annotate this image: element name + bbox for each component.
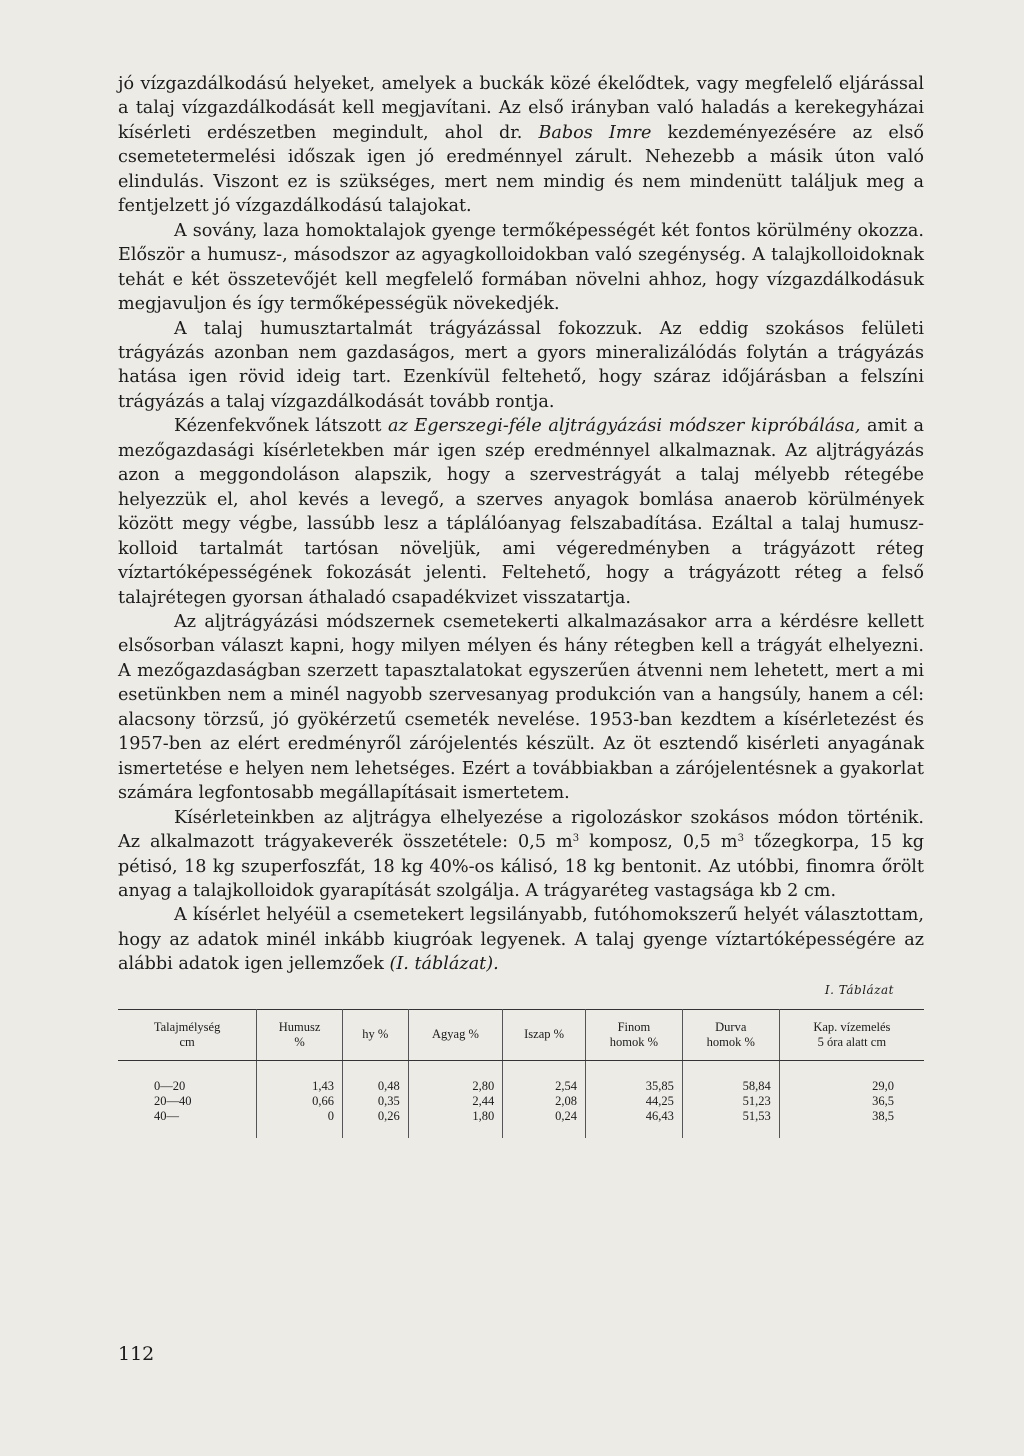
header-line: % xyxy=(294,1034,305,1049)
header-line: Humusz xyxy=(278,1019,321,1034)
document-page xyxy=(118,72,924,1138)
table-cell: 40— xyxy=(118,1109,257,1124)
paragraph: A kísérlet helyéül a csemetekert legsilányabb, futóhomokszerű helyét választottam, hogy az adatok minél inkább kiugróak legyenek. A talaj gyenge víztartóképességére az alábbi adatok igen jellemzőek (I. táblázat). xyxy=(118,905,924,975)
paragraph: jó vízgazdálkodású helyeket, amelyek a buckák közé ékelődtek, vagy megfelelő eljárással a talaj vízgazdálkodását kell megjavítani. Az első irányban való haladás a kerekegyházai kísérleti erdészetben megindult, ahol dr. Babos Imre kezdeményezésére az első csemetetermelési időszak igen jó eredménnyel zárult. Nehezebb a másik úton való elindulás. Viszont ez is szükséges, mert nem mindig és nem mindenütt találjuk meg a fentjelzett jó vízgazdálkodású talajokat. xyxy=(118,74,924,217)
table-cell: 1,80 xyxy=(408,1109,503,1124)
header-line: Talajmélység xyxy=(153,1019,221,1034)
paragraph: Kézenfekvőnek látszott az Egerszegi-féle aljtrágyázási módszer kipróbálása, amit a mezőgazdasági kísérletekben már igen szép eredménnyel alkalmaznak. Az aljtrágyázás azon a meggondoláson alapszik, hogy a szervestrágyát a talaj mélyebb rétegébe helyezzük el, ahol kevés a levegő, a szerves anyagok bomlása anaerob körülmények között megy végbe, lassúbb lesz a táplálóanyag felszabadítása. Ezáltal a talaj humuszkolloid tartalmát tartósan növeljük, ami végeredményben a trágyázott réteg víztartóképességének fokozását jelenti. Feltehető, hogy a trágyázott réteg a felső talajrétegen gyorsan áthaladó csapadékvizet visszatartja. xyxy=(118,416,925,608)
table-spacer-cell xyxy=(585,1060,682,1079)
table-cell: 2,08 xyxy=(503,1094,586,1109)
table-cell: 2,80 xyxy=(408,1079,503,1094)
table-cell: 0—20 xyxy=(118,1079,257,1094)
table-spacer-cell xyxy=(342,1124,408,1138)
table-cell: 46,43 xyxy=(585,1109,682,1124)
table-cell: 0,24 xyxy=(503,1109,586,1124)
table-row xyxy=(118,1079,924,1094)
table-spacer-cell xyxy=(682,1124,779,1138)
table-cell: 0,48 xyxy=(342,1079,408,1094)
table-cell: 58,84 xyxy=(682,1079,779,1094)
table-spacer-cell xyxy=(257,1124,343,1138)
table-spacer-cell xyxy=(342,1060,408,1079)
table-row xyxy=(118,1109,924,1124)
table-cell: 38,5 xyxy=(872,1108,894,1123)
table-cell: 0,26 xyxy=(342,1109,408,1124)
table-cell: 0 xyxy=(257,1109,343,1124)
table-cell: 20—40 xyxy=(118,1094,257,1109)
paragraph: A talaj humusztartalmát trágyázással fokozzuk. Az eddig szokásos felületi trágyázás azonban nem gazdaságos, mert a gyors mineralizálódás folytán a trágyázás hatása igen rövid ideig tart. Ezenkívül feltehető, hogy száraz időjárásban a felszíni trágyázás a talaj vízgazdálkodását tovább rontja. xyxy=(118,318,924,412)
table-cell: 0,66 xyxy=(257,1094,343,1109)
table-body xyxy=(118,1060,924,1138)
table-header-cell xyxy=(503,1009,586,1060)
table-spacer-cell xyxy=(408,1124,503,1138)
table-spacer-cell xyxy=(118,1124,257,1138)
header-line: Kap. vízemelés xyxy=(813,1019,891,1034)
table-spacer-cell xyxy=(682,1060,779,1079)
header-line: Iszap % xyxy=(524,1027,565,1042)
table-spacer-cell xyxy=(779,1060,924,1079)
header-line: Agyag % xyxy=(432,1027,479,1042)
table-header-cell xyxy=(779,1009,924,1060)
header-line: homok % xyxy=(706,1034,755,1049)
table-header-cell xyxy=(342,1009,408,1060)
table-header-row xyxy=(118,1009,924,1060)
table-cell: 51,23 xyxy=(682,1094,779,1109)
table-spacer-row xyxy=(118,1124,924,1138)
table-caption: I. Táblázat xyxy=(824,982,894,997)
table-cell: 51,53 xyxy=(682,1109,779,1124)
page-number: 112 xyxy=(118,1343,155,1365)
soil-data-table xyxy=(118,1009,924,1138)
table-spacer-row xyxy=(118,1060,924,1079)
table-cell: 2,44 xyxy=(408,1094,503,1109)
table-spacer-cell xyxy=(257,1060,343,1079)
table-cell: 2,54 xyxy=(503,1079,586,1094)
table-row xyxy=(118,1094,924,1109)
header-line: homok % xyxy=(609,1034,659,1049)
header-line: cm xyxy=(179,1034,195,1049)
table-spacer-cell xyxy=(779,1124,924,1138)
table-cell: 35,85 xyxy=(585,1079,682,1094)
table-spacer-cell xyxy=(408,1060,503,1079)
header-line: Finom xyxy=(617,1019,651,1034)
table-cell: 36,5 xyxy=(872,1093,894,1108)
paragraph: A sovány, laza homoktalajok gyenge termőképességét két fontos körülmény okozza. Először a humusz-, másodszor az agyagkolloidokban való szegénység. A talajkolloidoknak tehát e két összetevőjét kell megfelelő formában növelni ahhoz, hogy vízgazdálkodásuk megjavuljon és így termőképességük növekedjék. xyxy=(118,220,924,315)
paragraph: Kísérleteinkben az aljtrágya elhelyezése a rigolozáskor szokásos módon történik. Az alkalmazott trágyakeverék összetétele: 0,5 $m^3$ komposz, 0,5 $m^3$ tőzegkorpa, 15 kg pétisó, 18 kg szuperfoszfát, 18 kg 40%-os kálisó, 18 kg bentonit. Az utóbbi, finomra őrölt anyag a talajkolloidok gyarapítását szolgálja. A trágyaréteg vastagsága kb 2 cm. xyxy=(118,807,925,901)
table-spacer-cell xyxy=(503,1124,586,1138)
header-line: hy % xyxy=(362,1027,389,1042)
body-text xyxy=(118,72,924,977)
table-cell: 44,25 xyxy=(585,1094,682,1109)
table-spacer-cell xyxy=(585,1124,682,1138)
table-header-cell xyxy=(408,1009,503,1060)
table-spacer-cell xyxy=(503,1060,586,1079)
table-cell: 29,0 xyxy=(872,1078,894,1093)
table-header-cell xyxy=(257,1009,343,1060)
header-line: Durva xyxy=(715,1019,747,1034)
table-cell: 0,35 xyxy=(342,1094,408,1109)
table-spacer-cell xyxy=(118,1060,257,1079)
paragraph: Az aljtrágyázási módszernek csemetekerti alkalmazásakor arra a kérdésre kellett elsősorban választ kapni, hogy milyen mélyen és hány rétegben kell a trágyát elhelyezni. A mezőgazdaságban szerzett tapasztalatokat egyszerűen átvenni nem lehetett, mert a mi esetünkben nem a minél nagyobb szervesanyag produkción van a hangsúly, hanem a cél: alacsony törzsű, jó gyökérzetű csemeték nevelése. 1953-ban kezdtem a kísérletezést és 1957-ben az elért eredményről zárójelentés készült. Az öt esztendő kisérleti anyagának ismertetése e helyen nem lehetséges. Ezért a továbbiakban a zárójelentésnek a gyakorlat számára legfontosabb megállapításait ismertetem. xyxy=(118,611,924,804)
header-line: 5 óra alatt cm xyxy=(817,1034,887,1049)
table-header-cell xyxy=(118,1009,257,1060)
table-header-cell xyxy=(682,1009,779,1060)
table-header-cell xyxy=(585,1009,682,1060)
table-cell: 1,43 xyxy=(257,1079,343,1094)
